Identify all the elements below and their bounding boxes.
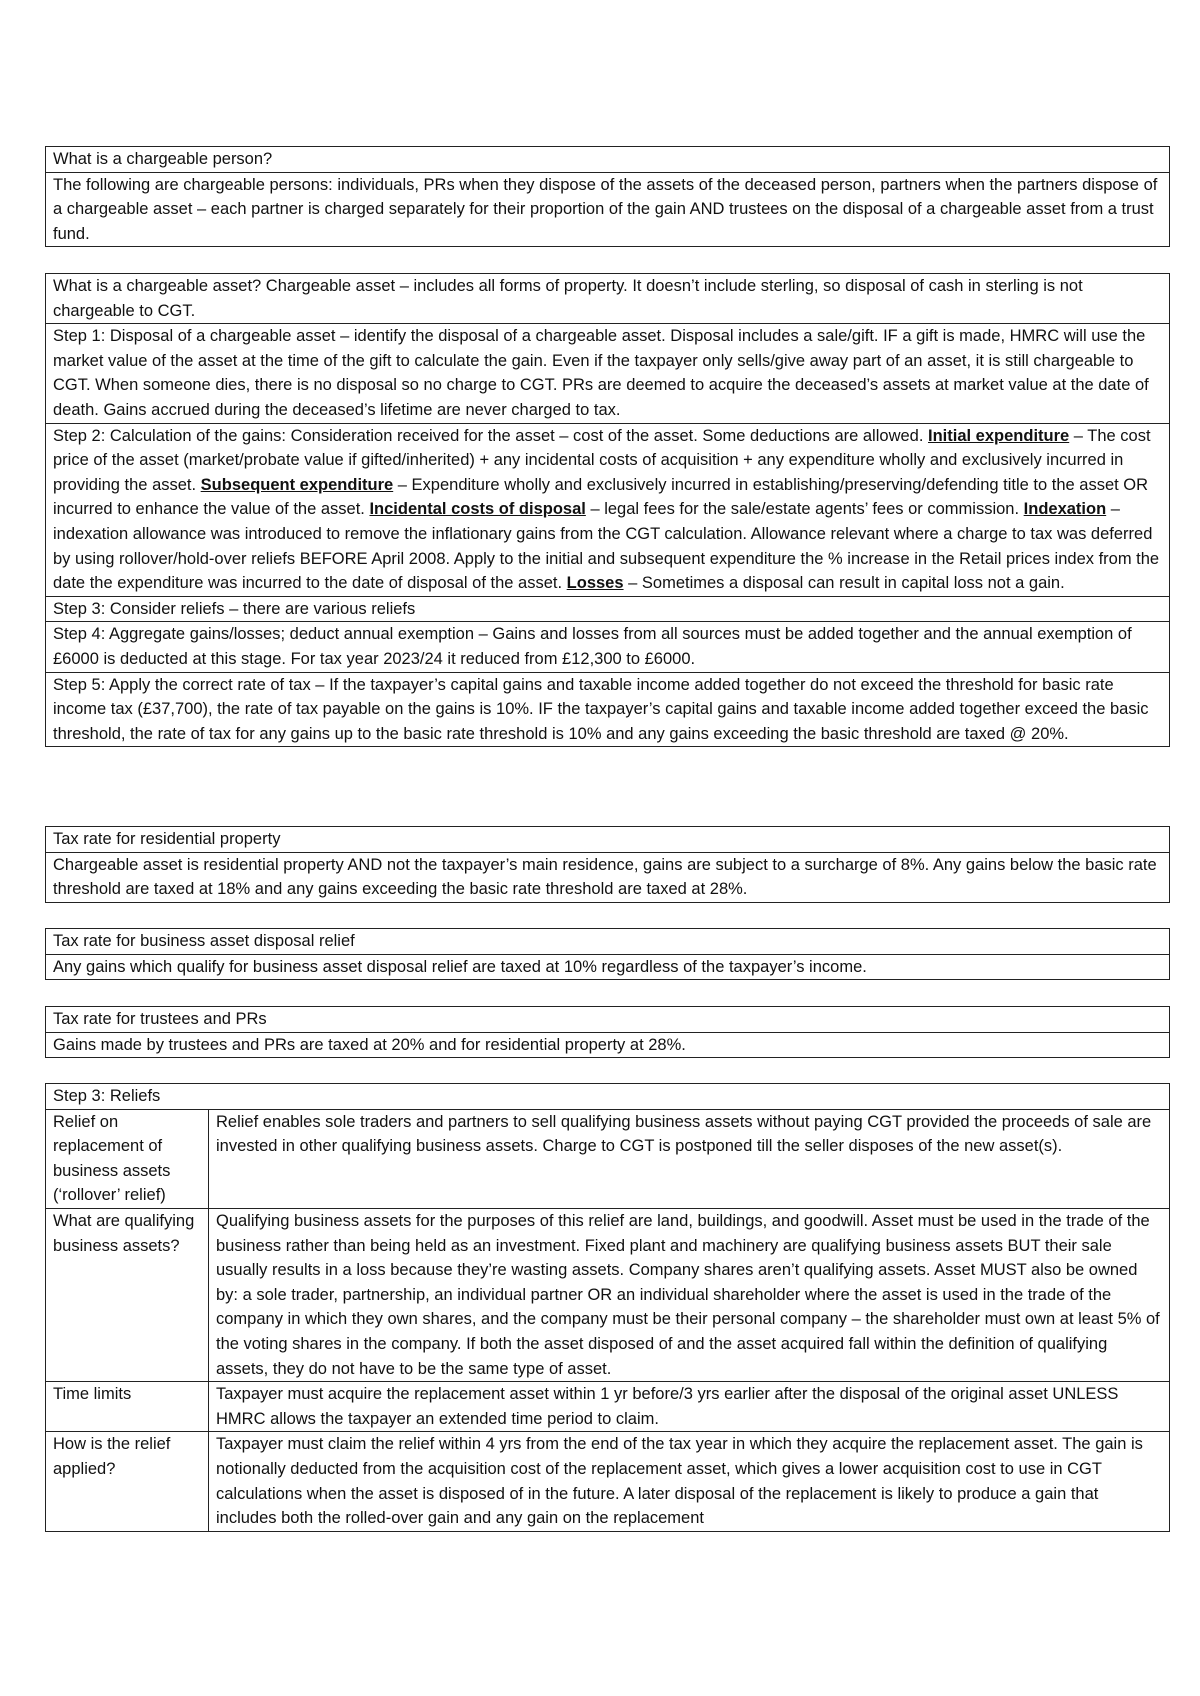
trustees-rate-table (45, 1006, 1170, 1058)
initial-expenditure-term: Initial expenditure (928, 426, 1070, 445)
subsequent-expenditure-text: – Expenditure wholly and exclusively incurred in establishing/preserving/defending title to the asset OR incurred to enhance the value of the asset. (53, 475, 1149, 519)
trustees-heading: Tax rate for trustees and PRs (46, 1007, 1170, 1033)
residential-body: Chargeable asset is residential property AND not the taxpayer’s main residence, gains are subject to a surcharge of 8%. Any gains below the basic rate threshold are taxed at 18% and any gains exceeding the basic rate threshold are taxed at 28%. (46, 852, 1170, 902)
incidental-costs-term: Incidental costs of disposal (369, 500, 586, 519)
residential-heading: Tax rate for residential property (46, 827, 1170, 853)
step-3-cell: Step 3: Consider reliefs – there are various reliefs (46, 596, 1170, 622)
relief-row-label: How is the relief applied? (46, 1432, 209, 1531)
badr-heading: Tax rate for business asset disposal relief (46, 929, 1170, 955)
chargeable-person-body: The following are chargeable persons: individuals, PRs when they dispose of the assets of the deceased person, partners when the partners dispose of a chargeable asset – each partner is charged separately for their proportion of the gain AND trustees on the disposal of a chargeable asset from a trust fund. (46, 172, 1170, 247)
trustees-body: Gains made by trustees and PRs are taxed at 20% and for residential property at 28%. (46, 1032, 1170, 1058)
chargeable-asset-table (45, 273, 1170, 747)
losses-text: – Sometimes a disposal can result in capital loss not a gain. (623, 574, 1065, 593)
relief-row-text: Taxpayer must claim the relief within 4 yrs from the end of the tax year in which they acquire the replacement asset. The gain is notionally deducted from the acquisition cost of the replacement asset, which gives a lower acquisition cost to use in CGT calculations when the asset is disposed of in the future. A later disposal of the replacement is likely to produce a gain that includes both the rolled-over gain and any gain on the replacement (209, 1432, 1170, 1531)
initial-expenditure-text: – The cost price of the asset (market/probate value if gifted/inherited) + any incidental costs of acquisition + any expenditure wholly and exclusively incurred in providing the asset. (53, 426, 1151, 494)
step-2-intro: Step 2: Calculation of the gains: Consideration received for the asset – cost of the asset. Some deductions are allowed. (53, 426, 929, 445)
indexation-text: – indexation allowance was introduced to remove the inflationary gains from the CGT calculation. Allowance relevant where a charge to tax was deferred by using rollover/hold-over reliefs BEFORE April 2008. Apply to the initial and subsequent expenditure the % increase in the Retail prices index from the date the expenditure was incurred to the date of disposal of the asset. (53, 500, 1160, 593)
step-4-cell: Step 4: Aggregate gains/losses; deduct annual exemption – Gains and losses from all sources must be added together and the annual exemption of £6000 is deducted at this stage. For tax year 2023/24 it reduced from £12,300 to £6000. (46, 622, 1170, 672)
residential-rate-table (45, 826, 1170, 903)
step-2-cell (46, 423, 1170, 596)
losses-term: Losses (566, 574, 624, 593)
relief-row-label: What are qualifying business assets? (46, 1208, 209, 1381)
relief-row (46, 1109, 1170, 1208)
indexation-term: Indexation (1023, 500, 1107, 519)
badr-body: Any gains which qualify for business asset disposal relief are taxed at 10% regardless of the taxpayer’s income. (46, 954, 1170, 980)
step-1-cell: Step 1: Disposal of a chargeable asset – identify the disposal of a chargeable asset. Disposal includes a sale/gift. IF a gift is made, HMRC will use the market value of the asset at the time of the gift to calculate the gain. Even if the taxpayer only sells/give away part of an asset, it is still chargeable to CGT. When someone dies, there is no disposal so no charge to CGT. PRs are deemed to acquire the deceased’s assets at market value at the date of death. Gains accrued during the deceased’s lifetime are never charged to tax. (46, 324, 1170, 423)
incidental-costs-text: – legal fees for the sale/estate agents’ fees or commission. (585, 500, 1024, 519)
chargeable-person-table (45, 146, 1170, 247)
relief-row (46, 1382, 1170, 1432)
chargeable-asset-heading: What is a chargeable asset? Chargeable asset – includes all forms of property. It doesn’t include sterling, so disposal of cash in sterling is not chargeable to CGT. (46, 274, 1170, 324)
badr-rate-table (45, 928, 1170, 980)
chargeable-person-heading: What is a chargeable person? (46, 147, 1170, 173)
reliefs-table (45, 1083, 1170, 1532)
subsequent-expenditure-term: Subsequent expenditure (200, 475, 394, 494)
relief-row-text: Relief enables sole traders and partners to sell qualifying business assets without paying CGT provided the proceeds of sale are invested in other qualifying business assets. Charge to CGT is postponed till the seller disposes of the new asset(s). (209, 1109, 1170, 1208)
relief-row (46, 1432, 1170, 1531)
step-5-cell: Step 5: Apply the correct rate of tax – If the taxpayer’s capital gains and taxable income added together do not exceed the threshold for basic rate income tax (£37,700), the rate of tax payable on the gains is 10%. IF the taxpayer’s capital gains and taxable income added together exceed the basic threshold, the rate of tax for any gains up to the basic rate threshold is 10% and any gains exceeding the basic threshold are taxed @ 20%. (46, 672, 1170, 747)
relief-row-text: Taxpayer must acquire the replacement asset within 1 yr before/3 yrs earlier after the disposal of the original asset UNLESS HMRC allows the taxpayer an extended time period to claim. (209, 1382, 1170, 1432)
relief-row-label: Time limits (46, 1382, 209, 1432)
relief-row-text: Qualifying business assets for the purposes of this relief are land, buildings, and goodwill. Asset must be used in the trade of the business rather than being held as an investment. Fixed plant and machinery are qualifying business assets BUT their sale usually results in a loss because they’re wasting assets. Company shares aren’t qualifying assets. Asset MUST also be owned by: a sole trader, partnership, an individual partner OR an individual shareholder where the asset is used in the trade of the company in which they own shares, and the company must be their personal company – the shareholder must own at least 5% of the voting shares in the company. If both the asset disposed of and the asset acquired fall within the definition of qualifying assets, they do not have to be the same type of asset. (209, 1208, 1170, 1381)
relief-row-label: Relief on replacement of business assets (‘rollover’ relief) (46, 1109, 209, 1208)
reliefs-heading: Step 3: Reliefs (46, 1084, 1170, 1110)
relief-row (46, 1208, 1170, 1381)
